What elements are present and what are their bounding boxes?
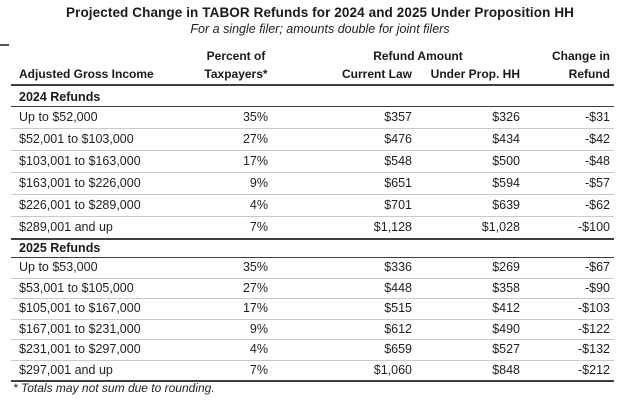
cell-percent: 9% xyxy=(249,321,268,336)
cell-under-hh: $639 xyxy=(492,198,520,212)
cell-percent: 27% xyxy=(242,280,268,295)
header-under-prop-hh: Under Prop. HH xyxy=(430,67,520,81)
cell-current-law: $357 xyxy=(384,110,412,124)
cell-current-law: $336 xyxy=(384,260,412,274)
header-taxpayers: Taxpayers* xyxy=(204,67,268,81)
cell-change: -$57 xyxy=(584,176,610,190)
table-row xyxy=(11,216,614,238)
cell-current-law: $1,060 xyxy=(373,362,412,377)
cell-under-hh: $848 xyxy=(492,362,520,377)
header-current-law: Current Law xyxy=(341,67,412,81)
cell-agi: $231,001 to $297,000 xyxy=(19,342,141,356)
cell-current-law: $659 xyxy=(384,342,412,356)
cell-agi: $289,001 and up xyxy=(19,220,113,234)
cell-change: -$100 xyxy=(578,220,610,234)
cell-change: -$212 xyxy=(578,362,610,377)
cell-change: -$42 xyxy=(584,132,610,146)
table-row xyxy=(11,339,614,360)
cell-under-hh: $1,028 xyxy=(481,220,520,234)
cell-current-law: $548 xyxy=(384,154,412,168)
cell-change: -$103 xyxy=(578,301,610,315)
cell-agi: $53,001 to $105,000 xyxy=(19,280,134,295)
table-header xyxy=(11,48,614,86)
table-row xyxy=(11,278,614,299)
table-row xyxy=(11,319,614,340)
cell-change: -$31 xyxy=(584,110,610,124)
page-subtitle: For a single filer; amounts double for joint filers xyxy=(190,22,450,36)
section-label: 2024 Refunds xyxy=(19,90,101,104)
table-row xyxy=(11,128,614,150)
cell-agi: $226,001 to $289,000 xyxy=(19,198,141,212)
table-row xyxy=(11,150,614,172)
table-header-group-row xyxy=(11,48,614,65)
table-row xyxy=(11,107,614,128)
header-percent-of: Percent of xyxy=(206,49,266,63)
cell-change: -$132 xyxy=(578,342,610,356)
rows-2025 xyxy=(11,258,614,380)
cell-under-hh: $594 xyxy=(492,176,520,190)
section-header-2024 xyxy=(11,86,614,107)
table-row xyxy=(11,258,614,278)
refunds-table xyxy=(11,48,614,382)
cell-current-law: $1,128 xyxy=(373,220,412,234)
cell-under-hh: $412 xyxy=(492,301,520,315)
section-header-2025 xyxy=(11,238,614,258)
cell-change: -$67 xyxy=(584,260,610,274)
cell-agi: $105,001 to $167,000 xyxy=(19,301,141,315)
cell-percent: 35% xyxy=(242,260,268,274)
table-row xyxy=(11,298,614,319)
cell-change: -$48 xyxy=(584,154,610,168)
cell-agi: $297,001 and up xyxy=(19,362,113,377)
cell-current-law: $651 xyxy=(384,176,412,190)
cell-percent: 4% xyxy=(249,198,268,212)
cell-current-law: $448 xyxy=(384,280,412,295)
cell-percent: 35% xyxy=(242,110,268,124)
cell-percent: 17% xyxy=(242,301,268,315)
cell-agi: $103,001 to $163,000 xyxy=(19,154,141,168)
cell-under-hh: $269 xyxy=(492,260,520,274)
cell-current-law: $515 xyxy=(384,301,412,315)
table-row xyxy=(11,172,614,194)
cell-current-law: $612 xyxy=(384,321,412,336)
cell-under-hh: $434 xyxy=(492,132,520,146)
cell-current-law: $701 xyxy=(384,198,412,212)
cell-agi: Up to $52,000 xyxy=(19,110,98,124)
cell-under-hh: $326 xyxy=(492,110,520,124)
header-refund: Refund xyxy=(568,67,610,81)
page-title: Projected Change in TABOR Refunds for 2024 and 2025 Under Proposition HH xyxy=(65,5,575,20)
header-change-in: Change in xyxy=(551,49,610,63)
cell-percent: 17% xyxy=(242,154,268,168)
table-row xyxy=(11,194,614,216)
cell-change: -$90 xyxy=(584,280,610,295)
cell-agi: $167,001 to $231,000 xyxy=(19,321,141,336)
cell-change: -$62 xyxy=(584,198,610,212)
cell-agi: $163,001 to $226,000 xyxy=(19,176,141,190)
cell-agi: Up to $53,000 xyxy=(19,260,98,274)
footnote: * Totals may not sum due to rounding. xyxy=(13,381,215,395)
table-header-columns-row xyxy=(11,65,614,84)
cell-percent: 4% xyxy=(249,342,268,356)
cell-agi: $52,001 to $103,000 xyxy=(19,132,134,146)
cell-percent: 9% xyxy=(249,176,268,190)
cell-current-law: $476 xyxy=(384,132,412,146)
header-adjusted-gross-income: Adjusted Gross Income xyxy=(19,67,154,81)
cell-percent: 7% xyxy=(249,362,268,377)
header-refund-amount-group: Refund Amount xyxy=(373,49,463,63)
section-label: 2025 Refunds xyxy=(19,241,101,255)
cell-under-hh: $490 xyxy=(492,321,520,336)
cell-under-hh: $500 xyxy=(492,154,520,168)
cell-under-hh: $358 xyxy=(492,280,520,295)
cell-under-hh: $527 xyxy=(492,342,520,356)
table-row xyxy=(11,360,614,381)
cell-change: -$122 xyxy=(578,321,610,336)
cell-percent: 7% xyxy=(249,220,268,234)
rows-2024 xyxy=(11,107,614,238)
table-top-left-tick xyxy=(0,44,9,46)
cell-percent: 27% xyxy=(242,132,268,146)
